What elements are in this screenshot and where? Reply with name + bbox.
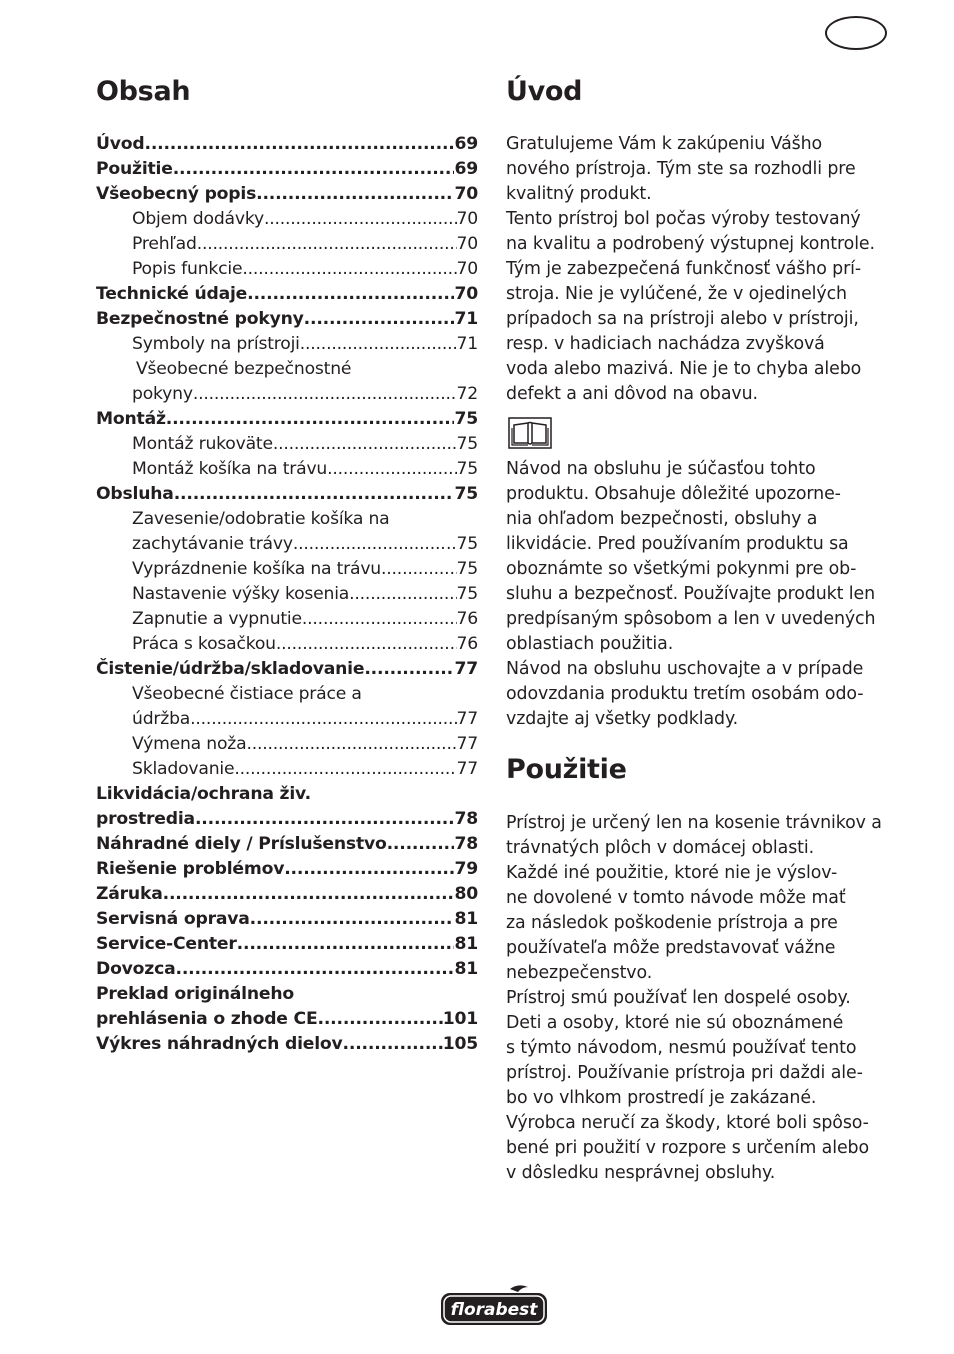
toc-leader-dots [193, 382, 457, 407]
text-line: s týmto návodom, nesmú používať tento [506, 1038, 857, 1058]
toc-entry-title: Vyprázdnenie košíka na trávu [132, 559, 382, 579]
toc-entry [96, 307, 478, 332]
text-line: za následok poškodenie prístroja a pre [506, 913, 838, 933]
toc-page-number: 80 [454, 884, 478, 904]
toc-entry-title: Úvod [96, 134, 145, 154]
toc-leader-dots [343, 1032, 443, 1057]
toc-page-number: 75 [456, 459, 478, 479]
toc-page-number: 75 [454, 409, 478, 429]
pouzitie-heading: Použitie [506, 754, 627, 785]
toc-leader-dots [247, 282, 454, 307]
toc-page-number: 71 [456, 334, 478, 354]
toc-entry [96, 207, 478, 232]
toc-entry [96, 932, 478, 957]
toc-entry-title: Service-Center [96, 934, 237, 954]
toc-entry [96, 857, 478, 882]
toc-entry [96, 757, 478, 782]
toc-entry [96, 282, 478, 307]
toc-page-number: 101 [442, 1009, 478, 1029]
toc-leader-dots [256, 182, 454, 207]
toc-entry-title: Symboly na prístroji [132, 334, 300, 354]
text-line: trávnatých plôch v domácej oblasti. [506, 838, 815, 858]
manual-text [506, 457, 896, 732]
text-line: resp. v hadiciach nachádza zvyšková [506, 334, 825, 354]
uvod-text [506, 132, 896, 407]
toc-page-number: 105 [442, 1034, 478, 1054]
text-line: stroja. Nie je vylúčené, že v ojedinelých [506, 284, 847, 304]
toc-leader-dots [387, 832, 455, 857]
toc-entry-title: Výkres náhradných dielov [96, 1034, 343, 1054]
text-line: Výrobca neručí za škody, ktoré boli spôso- [506, 1113, 869, 1133]
text-line: vzdajte aj všetky podklady. [506, 709, 739, 729]
toc-page-number: 72 [456, 384, 478, 404]
book-icon [508, 417, 552, 449]
toc-entry-title: Všeobecný popis [96, 184, 257, 204]
toc-entry [96, 257, 478, 282]
toc-leader-dots [246, 732, 456, 757]
text-line: Návod na obsluhu je súčasťou tohto [506, 459, 816, 479]
toc-entry-title: Montáž košíka na trávu [132, 459, 328, 479]
toc-entry-title: Objem dodávky [132, 209, 264, 229]
toc-leader-dots [237, 932, 455, 957]
toc-entry-title: Montáž [96, 409, 166, 429]
text-line: predpísaným spôsobom a len v uvedených [506, 609, 876, 629]
toc-leader-dots [318, 1007, 443, 1032]
toc-entry [96, 957, 478, 982]
toc-leader-dots [234, 757, 456, 782]
toc-entry-title: Bezpečnostné pokyny [96, 309, 304, 329]
toc-page-number: 81 [454, 934, 478, 954]
toc-leader-dots [284, 857, 454, 882]
toc-page-number: 78 [454, 834, 478, 854]
toc-entry [96, 782, 478, 807]
toc-entry-title: Práca s kosačkou [132, 634, 276, 654]
toc-page-number: 70 [454, 284, 478, 304]
toc-entry-title: Všeobecné bezpečnostné [136, 359, 352, 379]
toc-page-number: 69 [454, 134, 478, 154]
toc-leader-dots [197, 232, 457, 257]
toc-leader-dots [174, 482, 455, 507]
text-line: nového prístroja. Tým ste sa rozhodli pre [506, 159, 856, 179]
toc-entry-title: Prehľad [132, 234, 197, 254]
toc-entry [96, 982, 478, 1007]
toc-entry-title: Popis funkcie [132, 259, 243, 279]
toc-page-number: 79 [454, 859, 478, 879]
toc-entry [96, 382, 478, 407]
uvod-heading: Úvod [506, 76, 583, 107]
toc-page-number: 69 [454, 159, 478, 179]
toc-entry-title: Technické údaje [96, 284, 248, 304]
toc-leader-dots [349, 582, 456, 607]
text-line: kvalitný produkt. [506, 184, 652, 204]
toc-entry-title: údržba [132, 709, 191, 729]
toc-page-number: 70 [454, 184, 478, 204]
toc-page-number: 75 [456, 584, 478, 604]
toc-entry-title: Zapnutie a vypnutie [132, 609, 302, 629]
text-line: odovzdania produktu tretím osobám odo- [506, 684, 864, 704]
toc-leader-dots [276, 632, 457, 657]
toc-page-number: 76 [456, 634, 478, 654]
toc-page-number: 77 [454, 659, 478, 679]
toc-entry-title: Dovozca [96, 959, 176, 979]
toc-page-number: 70 [456, 209, 478, 229]
toc-title: Obsah [96, 76, 191, 107]
text-line: Tento prístroj bol počas výroby testovaný [506, 209, 861, 229]
main-content [506, 74, 896, 1186]
text-line: Prístroj je určený len na kosenie trávnikov a [506, 813, 882, 833]
toc-page-number: 81 [454, 959, 478, 979]
toc-entry [96, 907, 478, 932]
toc-page-number: 71 [454, 309, 478, 329]
toc-leader-dots [195, 807, 455, 832]
toc-entry [96, 157, 478, 182]
text-line: Deti a osoby, ktoré nie sú oboznámené [506, 1013, 844, 1033]
text-line: produktu. Obsahuje dôležité upozorne- [506, 484, 841, 504]
text-line: prípadoch sa na prístroji alebo v prístroji, [506, 309, 859, 329]
toc-page-number: 70 [456, 234, 478, 254]
toc-page-number: 77 [456, 734, 478, 754]
florabest-logo [440, 1283, 548, 1327]
toc-entry-title: Montáž rukoväte [132, 434, 273, 454]
toc-leader-dots [293, 532, 446, 557]
text-line: defekt a ani dôvod na obavu. [506, 384, 758, 404]
text-line: bené pri použití v rozpore s určením alebo [506, 1138, 870, 1158]
toc-entry-title: Obsluha [96, 484, 174, 504]
toc-entry-title: Čistenie/údržba/skladovanie [96, 659, 365, 679]
pouzitie-text [506, 811, 896, 1186]
text-line: oblastiach použitia. [506, 634, 674, 654]
toc-page-number: 81 [454, 909, 478, 929]
toc-entry-title: Zavesenie/odobratie košíka na [132, 509, 390, 529]
toc-entry-title: Všeobecné čistiace práce a [132, 684, 362, 704]
toc-page-number: 78 [454, 809, 478, 829]
text-line: bo vo vlhkom prostredí je zakázané. [506, 1088, 817, 1108]
text-line: ne dovolené v tomto návode môže mať [506, 888, 846, 908]
toc-entry [96, 132, 478, 157]
toc-leader-dots [163, 882, 455, 907]
toc-page-number: 75 [454, 484, 478, 504]
toc-leader-dots [173, 157, 455, 182]
toc-entry [96, 657, 478, 682]
text-line: voda alebo mazivá. Nie je to chyba alebo [506, 359, 862, 379]
toc-entry [96, 357, 478, 382]
toc-page-number: 75 [456, 559, 478, 579]
toc-entry-title: Preklad originálneho [96, 984, 294, 1004]
toc-entry-title: Servisná oprava [96, 909, 250, 929]
toc-entry-title: Náhradné diely / Príslušenstvo [96, 834, 387, 854]
toc-entry [96, 607, 478, 632]
text-line: sluhu a bezpečnosť. Používajte produkt len [506, 584, 876, 604]
toc-entry [96, 682, 478, 707]
toc-entry [96, 807, 478, 832]
text-line: nia ohľadom bezpečnosti, obsluhy a [506, 509, 818, 529]
toc-entry [96, 732, 478, 757]
toc-leader-dots [250, 907, 455, 932]
toc-leader-dots [242, 257, 456, 282]
toc-entry [96, 432, 478, 457]
toc-entry [96, 332, 478, 357]
text-line: na kvalitu a podrobený výstupnej kontrole. [506, 234, 875, 254]
table-of-contents [96, 74, 478, 1057]
toc-entry [96, 407, 478, 432]
toc-leader-dots [302, 607, 457, 632]
toc-entry [96, 182, 478, 207]
text-line: likvidácie. Pred používaním produktu sa [506, 534, 849, 554]
toc-entry [96, 632, 478, 657]
toc-leader-dots [381, 557, 457, 582]
toc-leader-dots [327, 457, 456, 482]
text-line: Návod na obsluhu uschovajte a v prípade [506, 659, 864, 679]
toc-entry-title: zachytávanie trávy [132, 534, 293, 554]
text-line: Prístroj smú používať len dospelé osoby. [506, 988, 851, 1008]
text-line: oboznámte so všetkými pokynmi pre ob- [506, 559, 857, 579]
toc-page-number: 77 [456, 759, 478, 779]
text-line: Každé iné použitie, ktoré nie je výslov- [506, 863, 838, 883]
text-line: prístroj. Používanie prístroja pri daždi ale- [506, 1063, 863, 1083]
toc-list [96, 132, 478, 1057]
toc-page-number: 76 [456, 609, 478, 629]
toc-entry [96, 882, 478, 907]
toc-leader-dots [144, 132, 454, 157]
language-badge [825, 16, 887, 50]
toc-leader-dots [364, 657, 454, 682]
toc-entry-title: Záruka [96, 884, 163, 904]
toc-entry-title: Riešenie problémov [96, 859, 285, 879]
toc-entry-title: Výmena noža [132, 734, 247, 754]
toc-entry [96, 707, 478, 732]
text-line: Gratulujeme Vám k zakúpeniu Vášho [506, 134, 823, 154]
toc-entry [96, 582, 478, 607]
toc-entry [96, 557, 478, 582]
text-line: nebezpečenstvo. [506, 963, 653, 983]
text-line: v dôsledku nesprávnej obsluhy. [506, 1163, 776, 1183]
toc-entry-title: Použitie [96, 159, 173, 179]
toc-leader-dots [190, 707, 456, 732]
toc-entry [96, 482, 478, 507]
toc-entry-title: pokyny [132, 384, 193, 404]
svg-text:florabest: florabest [450, 1300, 538, 1320]
toc-leader-dots [166, 407, 455, 432]
toc-entry-title: prostredia [96, 809, 195, 829]
text-line: používateľa môže predstavovať vážne [506, 938, 836, 958]
toc-entry [96, 832, 478, 857]
toc-page-number: 75 [456, 434, 478, 454]
toc-leader-dots [304, 307, 455, 332]
toc-leader-dots [175, 957, 454, 982]
toc-leader-dots [300, 332, 457, 357]
toc-entry-title: Nastavenie výšky kosenia [132, 584, 350, 604]
toc-entry [96, 1007, 478, 1032]
toc-entry-title: Skladovanie [132, 759, 235, 779]
toc-entry [96, 1032, 478, 1057]
toc-page-number: 70 [456, 259, 478, 279]
toc-leader-dots [264, 207, 457, 232]
toc-entry [96, 507, 478, 532]
toc-page-number: 77 [456, 709, 478, 729]
toc-entry-title: Likvidácia/ochrana živ. [96, 784, 311, 804]
toc-entry-title: prehlásenia o zhode CE [96, 1009, 318, 1029]
toc-entry [96, 532, 478, 557]
toc-leader-dots [273, 432, 457, 457]
toc-entry [96, 457, 478, 482]
text-line: Tým je zabezpečená funkčnosť vášho prí- [506, 259, 862, 279]
toc-page-number: ..75 [446, 534, 478, 554]
toc-entry [96, 232, 478, 257]
